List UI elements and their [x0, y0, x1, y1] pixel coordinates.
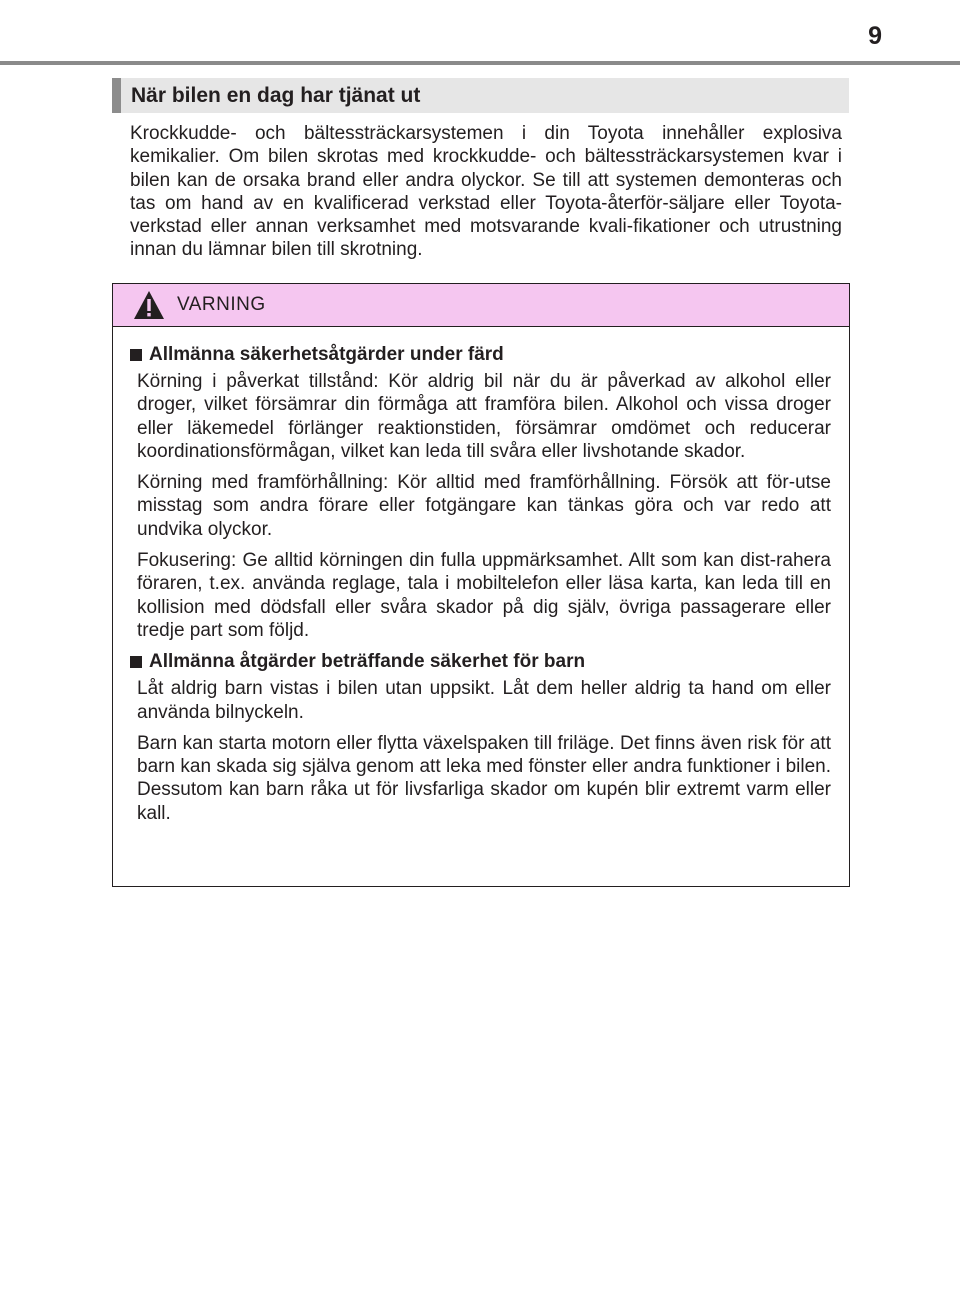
warning-box: [112, 283, 850, 887]
warning-subheading: Allmänna säkerhetsåtgärder under färd: [137, 343, 831, 366]
warning-paragraph: Körning i påverkat tillstånd: Kör aldrig bil när du är påverkad av alkohol eller droger, vilket försämrar din förmåga att framföra bilen. Alkohol och vissa droger eller läkemedel förlänger reaktionstiden, försämrar omdömet och reducerar koordinationsförmågan, vilket kan leda till svåra eller livshotande skador.: [137, 371, 831, 462]
warning-group-children: [137, 650, 831, 825]
warning-body: [113, 327, 849, 825]
warning-paragraph: Fokusering: Ge alltid körningen din fulla uppmärksamhet. Allt som kan dist-rahera föraren, t.ex. använda reglage, tala i mobiltelefon eller läsa karta, kan leda till en kollision med dödsfall eller svåra skador på dig själv, övriga passagerare eller tredje part som följd.: [137, 550, 831, 641]
warning-header: [113, 284, 849, 327]
section-header: [112, 78, 849, 113]
warning-paragraph: Barn kan starta motorn eller flytta växelspaken till friläge. Det finns även risk för att barn kan skada sig själva genom att leka med fönster eller andra funktioner i bilen. Dessutom kan barn råka ut för livsfarliga skador om kupén blir extremt varm eller kall.: [137, 732, 831, 824]
warning-triangle-icon: [133, 290, 165, 320]
square-bullet-icon: [130, 349, 142, 361]
square-bullet-icon: [130, 656, 142, 668]
section-title: När bilen en dag har tjänat ut: [131, 83, 421, 107]
warning-title: VARNING: [177, 294, 266, 315]
header-rule: [0, 61, 960, 65]
warning-subheading: Allmänna åtgärder beträffande säkerhet för barn: [137, 650, 831, 673]
page-number: 9: [868, 22, 882, 50]
intro-paragraph: Krockkudde- och bältessträckarsystemen i din Toyota innehåller explosiva kemikalier. Om bilen skrotas med krockkudde- och bältessträckarsystemen kvar i bilen kan de orsaka brand eller andra olyckor. Se till att systemen demonteras och tas om hand av en kvalificerad verkstad eller Toyota-återför-säljare eller Toyota-verkstad eller annan verksamhet med motsvarande kvali-fikationer och utrustning innan du lämnar bilen till skrotning.: [130, 123, 842, 261]
warning-paragraph: Körning med framförhållning: Kör alltid med framförhållning. Försök att för-utse misstag som andra förare eller fotgängare kan tänkas göra och var redo att undvika olyckor.: [137, 472, 831, 540]
warning-group-driving: [137, 343, 831, 642]
warning-paragraph: Låt aldrig barn vistas i bilen utan uppsikt. Låt dem heller aldrig ta hand om eller använda bilnyckeln.: [137, 678, 831, 723]
